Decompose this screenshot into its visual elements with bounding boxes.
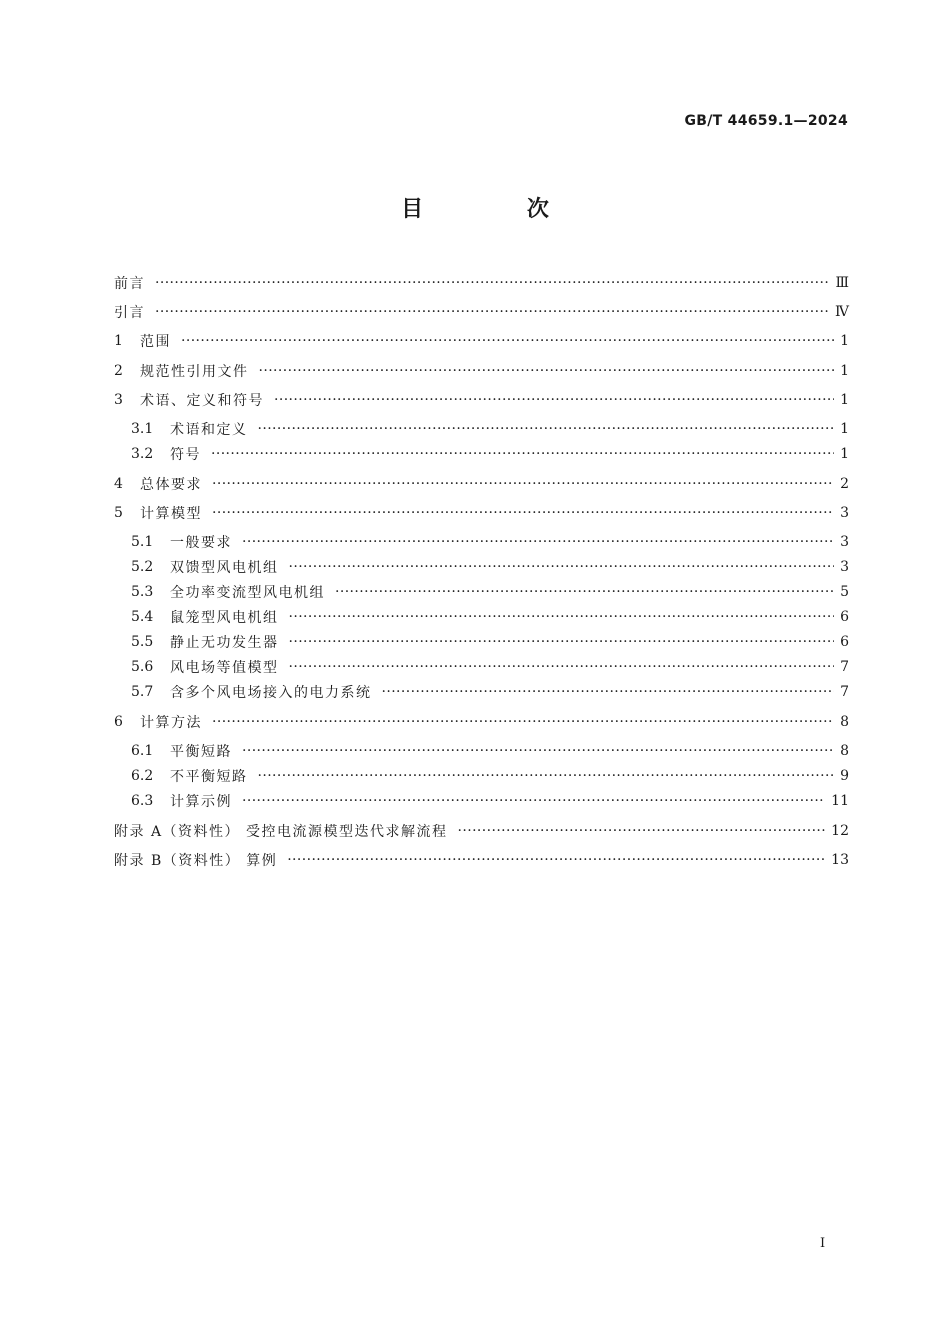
toc-entry-page: 12 [831, 823, 849, 839]
toc-entry-page: 11 [831, 793, 849, 809]
toc-entry-number: 3 [114, 392, 123, 408]
toc-entry-number: 5 [114, 505, 123, 521]
toc-entry-label: 范围 [140, 334, 171, 350]
toc-entry-page: 1 [840, 333, 849, 349]
toc-entry-label: 前言 [114, 276, 145, 292]
toc-entry-label: 总体要求 [140, 477, 202, 493]
toc-entry-number: 4 [114, 476, 123, 492]
toc-entry-number: 6.2 [131, 768, 154, 784]
toc-entry-page: 8 [840, 714, 849, 730]
toc-entry-page: 8 [840, 743, 849, 759]
toc-entry-page: 1 [840, 392, 849, 408]
toc-entry-label: 不平衡短路 [170, 769, 248, 785]
toc-entry-page: 3 [840, 505, 849, 521]
dot-leader [458, 823, 826, 839]
toc-entry-number: 3.1 [131, 421, 154, 437]
toc-title: 目 次 [401, 197, 597, 222]
toc-entry-label: 计算方法 [140, 715, 202, 731]
toc-entry-1[interactable] [114, 329, 849, 353]
toc-entry-number: 3.2 [131, 446, 154, 462]
toc-entry-3-1[interactable] [131, 417, 849, 441]
toc-entry-page: 1 [840, 421, 849, 437]
toc-entry-number: 2 [114, 363, 123, 379]
toc-entry-5-6[interactable] [131, 655, 849, 679]
toc-entry-page: 7 [840, 659, 849, 675]
toc-entry-number: 5.5 [131, 634, 154, 650]
toc-entry-label: 规范性引用文件 [140, 364, 249, 380]
toc-entry-number: 5.4 [131, 609, 154, 625]
toc-entry-number: 1 [114, 333, 123, 349]
toc-entry-foreword[interactable] [114, 271, 849, 295]
toc-entry-label: 计算模型 [140, 506, 202, 522]
toc-entry-5-1[interactable] [131, 530, 849, 554]
page-number: I [820, 1236, 826, 1251]
toc-entry-label: 附录 B（资料性） 算例 [114, 853, 278, 869]
toc-entry-6-3[interactable] [131, 789, 849, 813]
dot-leader [212, 714, 834, 730]
toc-entry-page: 6 [840, 609, 849, 625]
toc-entry-5-7[interactable] [131, 680, 849, 704]
toc-entry-page: 3 [840, 559, 849, 575]
dot-leader [274, 392, 834, 408]
toc-entry-label: 平衡短路 [170, 744, 232, 760]
toc-entry-number: 6 [114, 714, 123, 730]
toc-entry-label: 引言 [114, 305, 145, 321]
toc-entry-number: 5.3 [131, 584, 154, 600]
dot-leader [289, 659, 835, 675]
toc-entry-appendix-a[interactable] [114, 819, 849, 843]
dot-leader [382, 684, 835, 700]
dot-leader [211, 446, 834, 462]
toc-entry-2[interactable] [114, 359, 849, 383]
dot-leader [335, 584, 834, 600]
toc-entry-label: 双馈型风电机组 [170, 560, 279, 576]
toc-entry-label: 静止无功发生器 [170, 635, 279, 651]
toc-entry-label: 符号 [170, 447, 201, 463]
toc-entry-number: 6.1 [131, 743, 154, 759]
toc-entry-5[interactable] [114, 501, 849, 525]
dot-leader [289, 634, 835, 650]
toc-entry-label: 风电场等值模型 [170, 660, 279, 676]
toc-entry-label: 含多个风电场接入的电力系统 [170, 685, 372, 701]
toc-entry-page: 6 [840, 634, 849, 650]
dot-leader [155, 275, 829, 291]
toc-entry-label: 附录 A（资料性） 受控电流源模型迭代求解流程 [114, 824, 448, 840]
toc-entry-5-4[interactable] [131, 605, 849, 629]
toc-entry-label: 术语和定义 [170, 422, 248, 438]
toc-entry-page: 5 [840, 584, 849, 600]
toc-entry-number: 5.1 [131, 534, 154, 550]
toc-entry-appendix-b[interactable] [114, 848, 849, 872]
dot-leader [242, 534, 834, 550]
toc-entry-page: Ⅳ [835, 304, 849, 320]
dot-leader [289, 609, 835, 625]
dot-leader [181, 333, 834, 349]
dot-leader [155, 304, 829, 320]
toc-entry-page: 1 [840, 446, 849, 462]
toc-entry-page: 3 [840, 534, 849, 550]
toc-entry-label: 术语、定义和符号 [140, 393, 264, 409]
toc-entry-number: 6.3 [131, 793, 154, 809]
toc-entry-6[interactable] [114, 710, 849, 734]
dot-leader [242, 743, 834, 759]
toc-entry-number: 5.6 [131, 659, 154, 675]
dot-leader [212, 505, 834, 521]
toc-entry-5-3[interactable] [131, 580, 849, 604]
dot-leader [258, 421, 835, 437]
toc-entry-number: 5.2 [131, 559, 154, 575]
document-code: GB/T 44659.1—2024 [684, 113, 848, 129]
toc-entry-5-2[interactable] [131, 555, 849, 579]
toc-entry-6-2[interactable] [131, 764, 849, 788]
toc-entry-page: 1 [840, 363, 849, 379]
dot-leader [259, 363, 835, 379]
toc-entry-page: 9 [840, 768, 849, 784]
dot-leader [258, 768, 835, 784]
toc-entry-label: 计算示例 [170, 794, 232, 810]
toc-entry-number: 5.7 [131, 684, 154, 700]
toc-entry-3-2[interactable] [131, 442, 849, 466]
toc-entry-label: 一般要求 [170, 535, 232, 551]
toc-entry-3[interactable] [114, 388, 849, 412]
toc-entry-4[interactable] [114, 472, 849, 496]
toc-entry-label: 鼠笼型风电机组 [170, 610, 279, 626]
toc-entry-page: Ⅲ [835, 275, 849, 291]
dot-leader [212, 476, 834, 492]
toc-entry-5-5[interactable] [131, 630, 849, 654]
toc-entry-label: 全功率变流型风电机组 [170, 585, 325, 601]
toc-entry-introduction[interactable] [114, 300, 849, 324]
dot-leader [289, 559, 835, 575]
toc-entry-page: 7 [840, 684, 849, 700]
toc-entry-6-1[interactable] [131, 739, 849, 763]
dot-leader [287, 852, 825, 868]
dot-leader [242, 793, 825, 809]
toc-entry-page: 13 [831, 852, 849, 868]
toc-entry-page: 2 [840, 476, 849, 492]
